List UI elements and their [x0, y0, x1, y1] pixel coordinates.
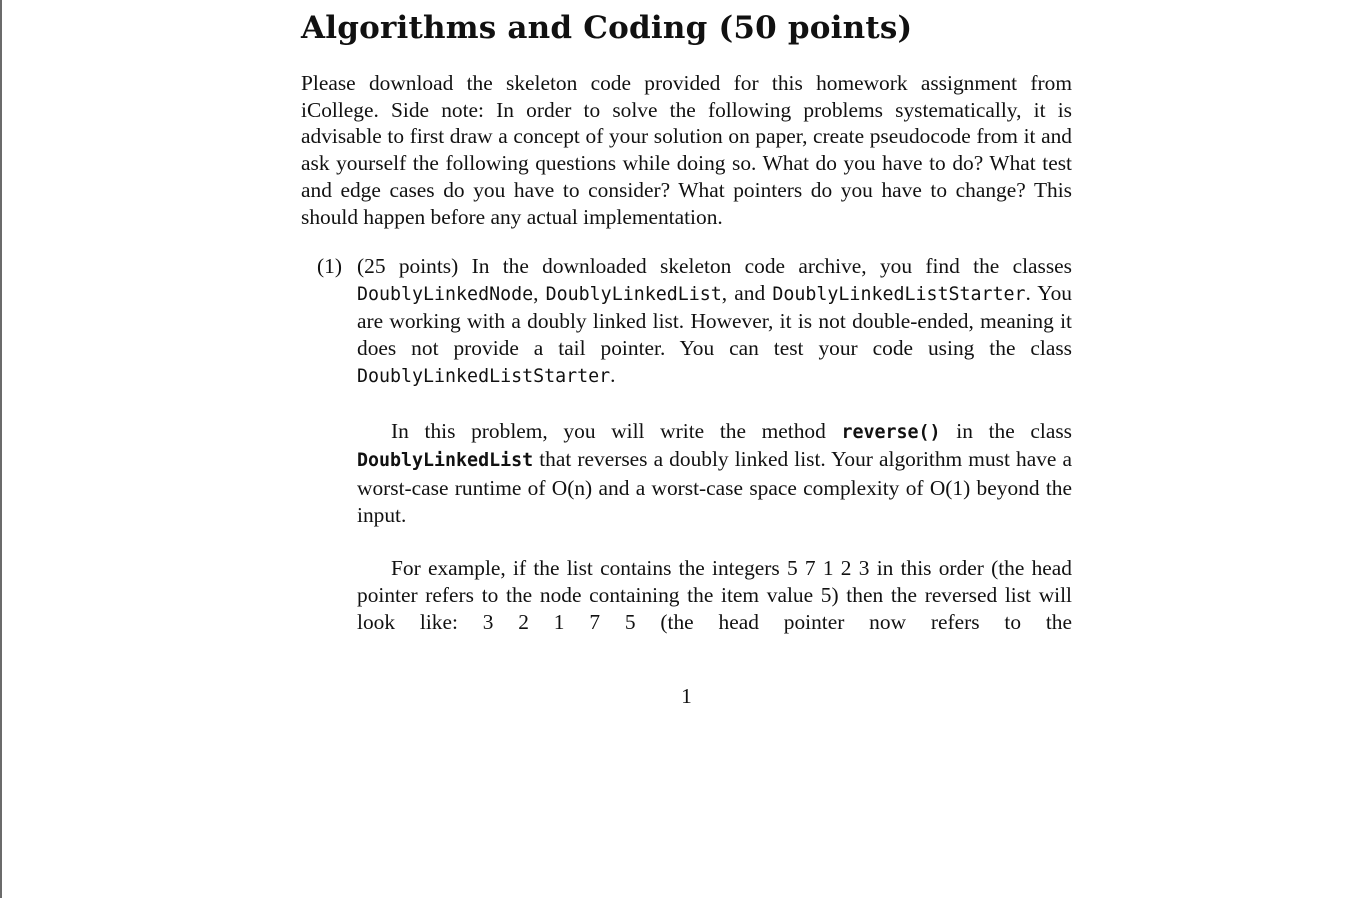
problem-1-paragraph-2 — [357, 418, 1072, 529]
class-name-doubly-linked-list-starter: DoublyLinkedListStarter — [772, 283, 1026, 305]
p1-text-a: (25 points) In the downloaded skeleton code archive, you find the classes — [357, 254, 1072, 278]
intro-paragraph: Please download the skeleton code provided for this homework assignment from iCollege. Side note: In order to solve the following problems systematically, it is advisable to first draw a concept of your solution on paper, create pseudocode from it and ask yourself the following questions while doing so. What do you have to do? What test and edge cases do you have to consider? What pointers do you have to change? This should happen before any actual implementation. — [301, 71, 1072, 229]
p1-text-b: , — [533, 280, 546, 305]
page-number: 1 — [681, 684, 692, 708]
problem-1-paragraph-3: For example, if the list contains the integers 5 7 1 2 3 in this order (the head pointer refers to the node containing the item value 5) then the reversed list will look like: 3 2 1 7 5 (the head pointer now refers to the — [357, 556, 1072, 634]
class-name-doubly-linked-node: DoublyLinkedNode — [357, 283, 534, 305]
p2-text-c: that reverses a doubly linked list. Your algorithm must have a worst-case runtime of O(n) and a worst-case space complexity of O(1) beyond the input. — [357, 447, 1072, 527]
class-name-doubly-linked-list-bold: DoublyLinkedList — [357, 450, 534, 472]
class-name-doubly-linked-list-starter-2: DoublyLinkedListStarter — [357, 365, 611, 387]
problem-1-body — [357, 253, 1072, 635]
method-name-reverse: reverse() — [841, 421, 941, 443]
section-title: Algorithms and Coding (50 points) — [301, 10, 913, 46]
p2-text-a: In this problem, you will write the method — [391, 418, 842, 443]
p1-text-d: . You are working with a doubly linked list. However, it is not double-ended, meaning it does not provide a tail pointer. You can test your code using the class — [357, 280, 1072, 361]
viewer-left-border — [0, 0, 2, 898]
class-name-doubly-linked-list: DoublyLinkedList — [545, 283, 722, 305]
problem-1-label: (1) — [317, 254, 342, 278]
p1-text-e: . — [610, 362, 616, 387]
p2-text-b: in the class — [940, 418, 1072, 443]
p1-text-c: , and — [721, 280, 773, 305]
problem-1-paragraph-1 — [357, 253, 1072, 391]
